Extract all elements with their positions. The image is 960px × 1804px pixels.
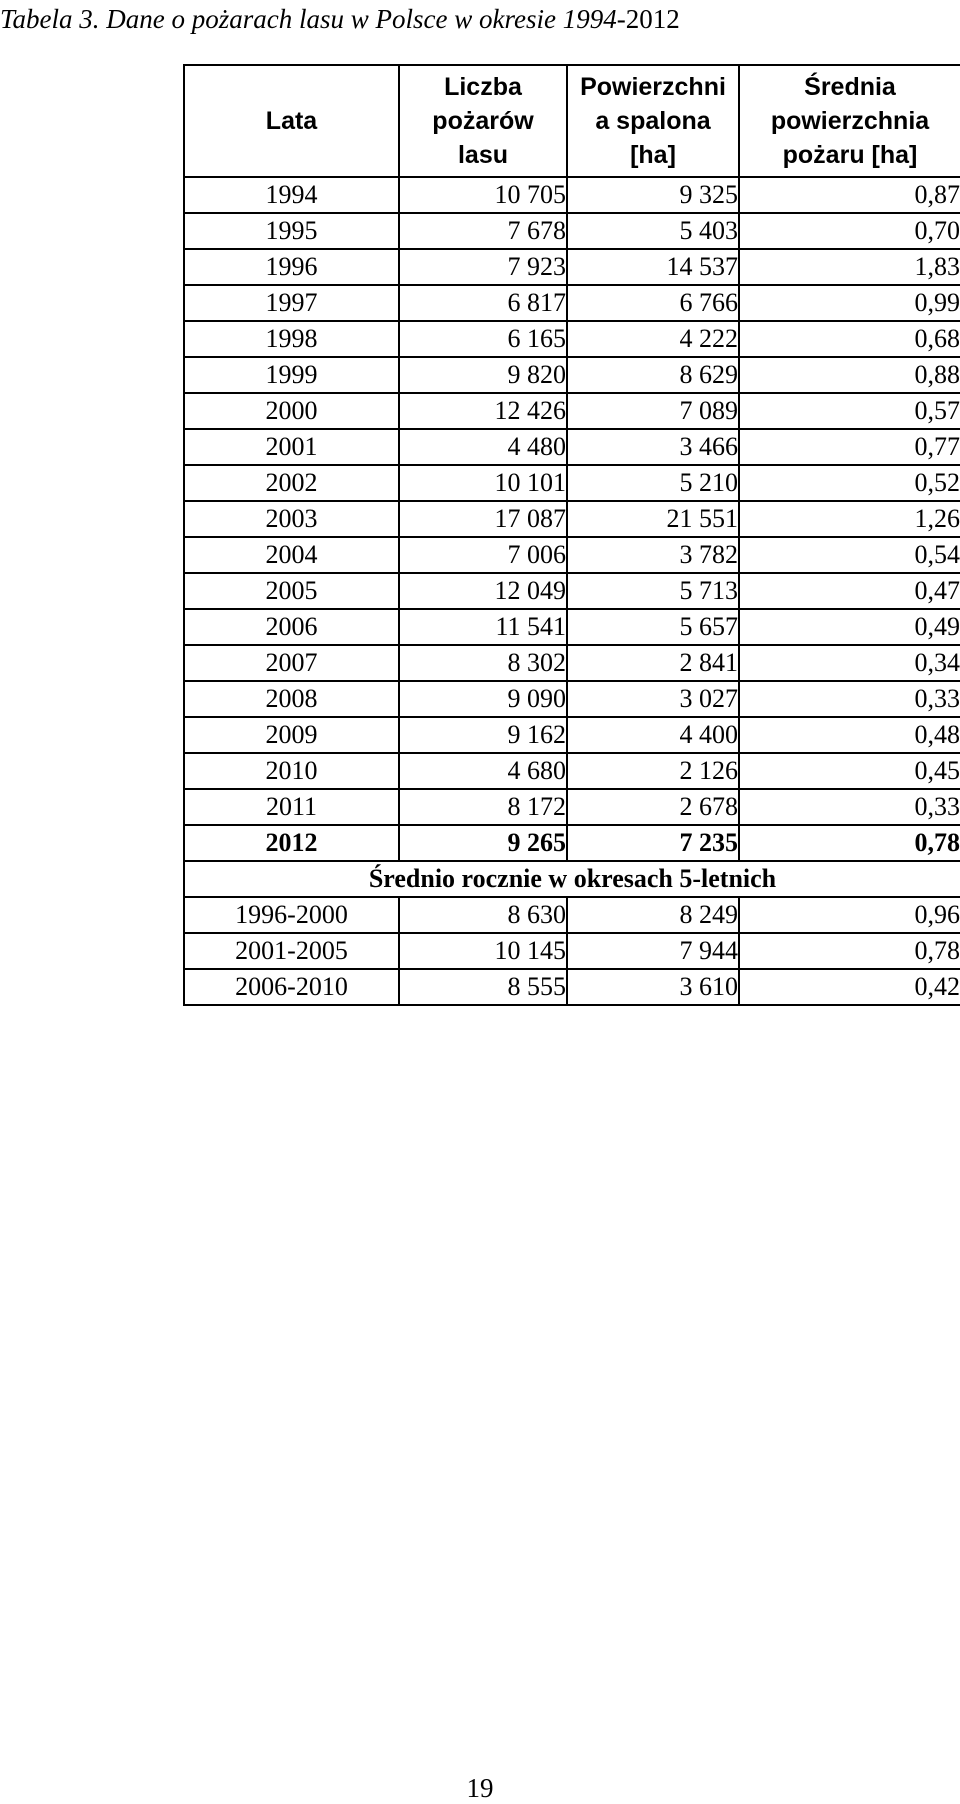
header-line: powierzchnia — [770, 107, 930, 135]
table-row — [184, 285, 960, 321]
cell-burned-area: 7 089 — [567, 393, 739, 429]
table-row — [184, 357, 960, 393]
cell-average-area: 0,48 — [739, 717, 960, 753]
cell-burned-area: 3 782 — [567, 537, 739, 573]
cell-fire-count: 10 705 — [399, 177, 567, 213]
table-row — [184, 609, 960, 645]
cell-burned-area: 9 325 — [567, 177, 739, 213]
cell-fire-count: 4 680 — [399, 753, 567, 789]
cell-year: 2001 — [184, 429, 399, 465]
cell-burned-area: 3 466 — [567, 429, 739, 465]
table-row — [184, 177, 960, 213]
cell-average-area: 0,34 — [739, 645, 960, 681]
cell-fire-count: 10 145 — [399, 933, 567, 969]
cell-average-area: 0,57 — [739, 393, 960, 429]
cell-average-area: 0,70 — [739, 213, 960, 249]
table-row — [184, 681, 960, 717]
cell-burned-area: 2 678 — [567, 789, 739, 825]
cell-year: 2009 — [184, 717, 399, 753]
table-row — [184, 249, 960, 285]
cell-burned-area: 8 629 — [567, 357, 739, 393]
cell-year: 2007 — [184, 645, 399, 681]
table-row — [184, 717, 960, 753]
cell-fire-count: 7 678 — [399, 213, 567, 249]
cell-burned-area: 8 249 — [567, 897, 739, 933]
cell-average-area: 0,54 — [739, 537, 960, 573]
cell-fire-count: 9 820 — [399, 357, 567, 393]
table-row — [184, 933, 960, 969]
header-line: Lata — [265, 107, 318, 135]
cell-year: 1998 — [184, 321, 399, 357]
cell-year: 2012 — [184, 825, 399, 861]
cell-average-area: 0,33 — [739, 681, 960, 717]
cell-fire-count: 4 480 — [399, 429, 567, 465]
cell-fire-count: 6 165 — [399, 321, 567, 357]
table-row — [184, 393, 960, 429]
cell-average-area: 0,96 — [739, 897, 960, 933]
cell-year: 2006-2010 — [184, 969, 399, 1005]
table-row — [184, 897, 960, 933]
cell-average-area: 0,78 — [739, 825, 960, 861]
table-row — [184, 429, 960, 465]
table-caption — [0, 4, 680, 35]
table-row — [184, 645, 960, 681]
cell-fire-count: 8 630 — [399, 897, 567, 933]
header-line: Liczba — [444, 73, 522, 101]
table-row — [184, 465, 960, 501]
cell-average-area: 0,88 — [739, 357, 960, 393]
cell-year: 2006 — [184, 609, 399, 645]
cell-fire-count: 11 541 — [399, 609, 567, 645]
cell-average-area: 0,87 — [739, 177, 960, 213]
table-row — [184, 213, 960, 249]
cell-burned-area: 2 841 — [567, 645, 739, 681]
cell-average-area: 0,52 — [739, 465, 960, 501]
table-row — [184, 789, 960, 825]
cell-year: 2003 — [184, 501, 399, 537]
cell-fire-count: 9 090 — [399, 681, 567, 717]
cell-fire-count: 9 265 — [399, 825, 567, 861]
cell-average-area: 0,45 — [739, 753, 960, 789]
cell-burned-area: 5 210 — [567, 465, 739, 501]
cell-fire-count: 12 049 — [399, 573, 567, 609]
cell-year: 2011 — [184, 789, 399, 825]
header-line: pożaru [ha] — [782, 141, 918, 169]
cell-year: 2008 — [184, 681, 399, 717]
page-number: 19 — [466, 1773, 494, 1803]
cell-fire-count: 7 923 — [399, 249, 567, 285]
caption-text: Tabela 3. Dane o pożarach lasu w Polsce w okresie 1994- — [0, 4, 626, 34]
cell-burned-area: 4 400 — [567, 717, 739, 753]
cell-average-area: 0,42 — [739, 969, 960, 1005]
header-line: lasu — [457, 141, 509, 169]
cell-fire-count: 7 006 — [399, 537, 567, 573]
cell-fire-count: 8 302 — [399, 645, 567, 681]
cell-year: 2010 — [184, 753, 399, 789]
cell-year: 2005 — [184, 573, 399, 609]
cell-fire-count: 8 555 — [399, 969, 567, 1005]
cell-burned-area: 3 610 — [567, 969, 739, 1005]
table-row — [184, 825, 960, 861]
cell-average-area: 0,77 — [739, 429, 960, 465]
fire-data-table — [183, 64, 960, 1006]
cell-year: 1996 — [184, 249, 399, 285]
cell-average-area: 0,47 — [739, 573, 960, 609]
header-line: a spalona — [595, 107, 711, 135]
cell-burned-area: 5 713 — [567, 573, 739, 609]
table-row — [184, 321, 960, 357]
cell-year: 2000 — [184, 393, 399, 429]
header-years — [184, 65, 399, 177]
cell-burned-area: 5 657 — [567, 609, 739, 645]
cell-burned-area: 14 537 — [567, 249, 739, 285]
cell-fire-count: 10 101 — [399, 465, 567, 501]
table-row — [184, 501, 960, 537]
table-body — [184, 177, 960, 1005]
cell-year: 2002 — [184, 465, 399, 501]
cell-average-area: 0,33 — [739, 789, 960, 825]
header-fire-count — [399, 65, 567, 177]
cell-average-area: 0,78 — [739, 933, 960, 969]
cell-average-area: 1,26 — [739, 501, 960, 537]
cell-fire-count: 12 426 — [399, 393, 567, 429]
cell-burned-area: 3 027 — [567, 681, 739, 717]
caption-year: 2012 — [625, 4, 680, 34]
header-line: pożarów — [432, 107, 534, 135]
cell-fire-count: 9 162 — [399, 717, 567, 753]
cell-fire-count: 8 172 — [399, 789, 567, 825]
cell-burned-area: 5 403 — [567, 213, 739, 249]
cell-year: 2004 — [184, 537, 399, 573]
cell-year: 1995 — [184, 213, 399, 249]
cell-fire-count: 6 817 — [399, 285, 567, 321]
cell-year: 1997 — [184, 285, 399, 321]
header-row — [184, 65, 960, 177]
section-row — [184, 861, 960, 897]
header-line: Średnia — [804, 73, 896, 101]
cell-average-area: 0,68 — [739, 321, 960, 357]
cell-burned-area: 6 766 — [567, 285, 739, 321]
table-row — [184, 753, 960, 789]
section-title: Średnio rocznie w okresach 5-letnich — [184, 861, 960, 897]
cell-burned-area: 7 944 — [567, 933, 739, 969]
header-burned-area — [567, 65, 739, 177]
header-average-area — [739, 65, 960, 177]
cell-average-area: 0,99 — [739, 285, 960, 321]
cell-year: 1996-2000 — [184, 897, 399, 933]
cell-burned-area: 7 235 — [567, 825, 739, 861]
cell-fire-count: 17 087 — [399, 501, 567, 537]
cell-burned-area: 21 551 — [567, 501, 739, 537]
cell-average-area: 0,49 — [739, 609, 960, 645]
cell-average-area: 1,83 — [739, 249, 960, 285]
cell-year: 1994 — [184, 177, 399, 213]
table-row — [184, 573, 960, 609]
cell-burned-area: 4 222 — [567, 321, 739, 357]
cell-year: 1999 — [184, 357, 399, 393]
table-row — [184, 537, 960, 573]
header-line: Powierzchni — [580, 73, 726, 101]
table-row — [184, 969, 960, 1005]
cell-year: 2001-2005 — [184, 933, 399, 969]
header-line: [ha] — [630, 141, 676, 169]
cell-burned-area: 2 126 — [567, 753, 739, 789]
